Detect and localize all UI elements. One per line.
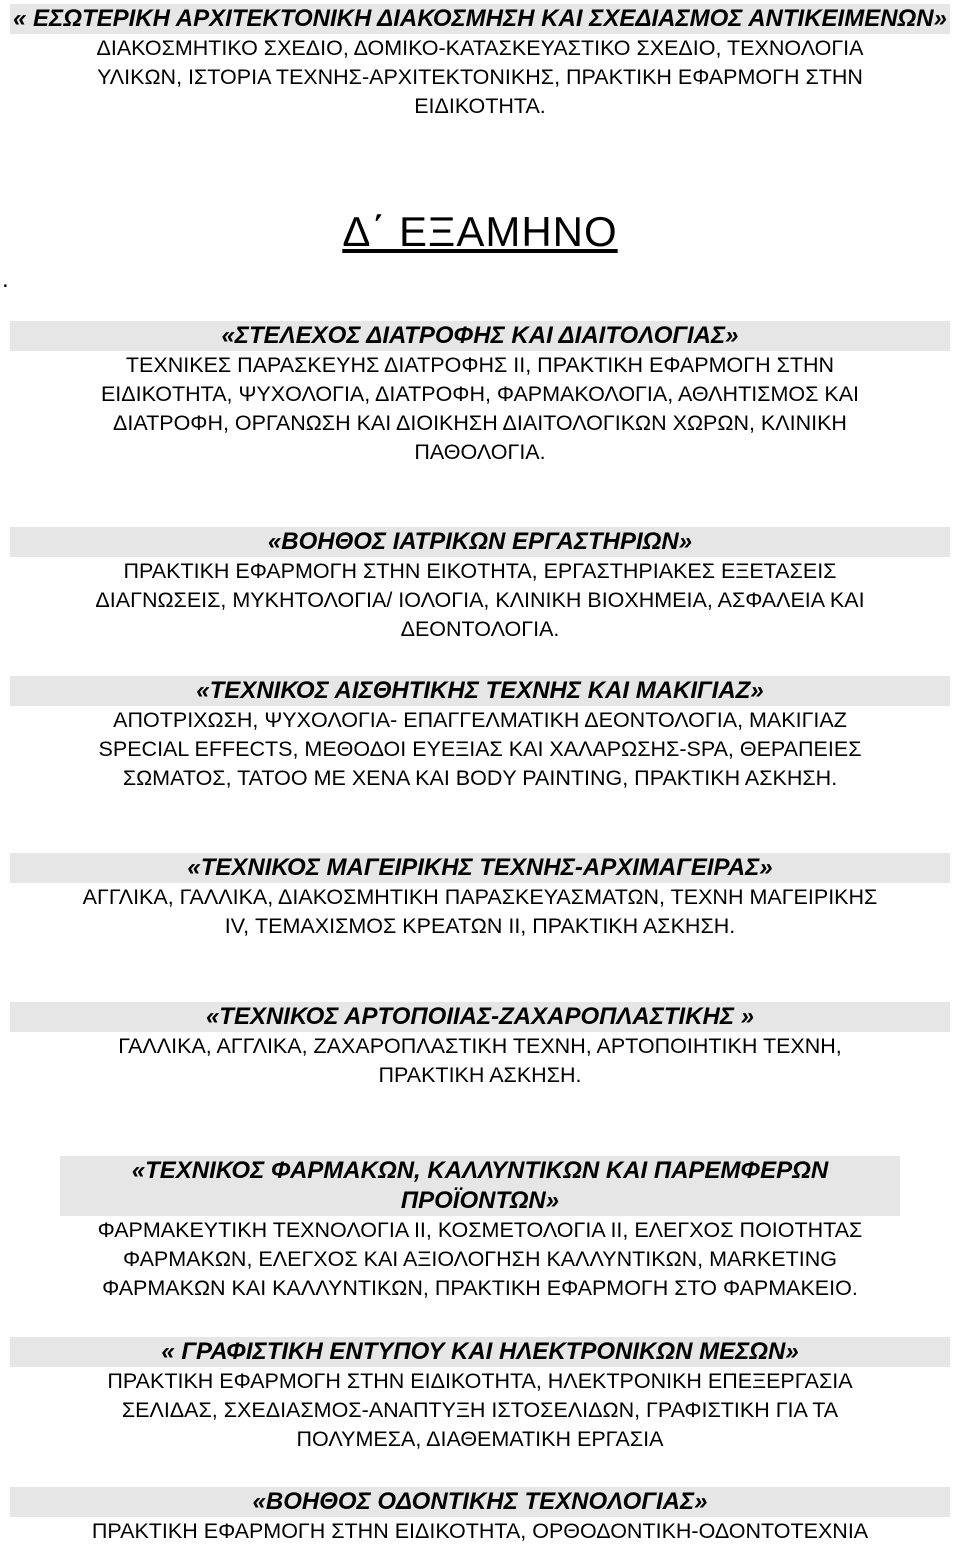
section-line: ΕΙΔΙΚΟΤΗΤΑ. [414, 94, 546, 118]
section-title: «ΤΕΧΝΙΚΟΣ ΑΙΣΘΗΤΙΚΗΣ ΤΕΧΝΗΣ ΚΑΙ ΜΑΚΙΓΙΑΖ» [10, 676, 950, 706]
section-dietitian [0, 321, 960, 467]
section-line: ΦΑΡΜΑΚΩΝ, ΕΛΕΓΧΟΣ ΚΑΙ ΑΞΙΟΛΟΓΗΣΗ ΚΑΛΛΥΝΤΙΚΩΝ, MARKETING [123, 1247, 837, 1271]
semester-heading: Δ΄ ΕΞΑΜΗΝΟ [342, 208, 618, 255]
section-title: « ΓΡΑΦΙΣΤΙΚΗ ΕΝΤΥΠΟΥ ΚΑΙ ΗΛΕΚΤΡΟΝΙΚΩΝ ΜΕΣΩΝ» [10, 1337, 950, 1367]
section-line: ΦΑΡΜΑΚΕΥΤΙΚΗ ΤΕΧΝΟΛΟΓΙΑ ΙΙ, ΚΟΣΜΕΤΟΛΟΓΙΑ ΙΙ, ΕΛΕΓΧΟΣ ΠΟΙΟΤΗΤΑΣ [97, 1218, 863, 1242]
section-line: ΠΑΘΟΛΟΓΙΑ. [414, 440, 546, 464]
section-line: ΑΠΟΤΡΙΧΩΣΗ, ΨΥΧΟΛΟΓΙΑ- ΕΠΑΓΓΕΛΜΑΤΙΚΗ ΔΕΟΝΤΟΛΟΓΙΑ, ΜΑΚΙΓΙΑΖ [113, 708, 847, 732]
section-dental [0, 1487, 960, 1546]
section-bakery [0, 1002, 960, 1090]
section-line: ΣΕΛΙΔΑΣ, ΣΧΕΔΙΑΣΜΟΣ-ΑΝΑΠΤΥΞΗ ΙΣΤΟΣΕΛΙΔΩΝ, ΓΡΑΦΙΣΤΙΚΗ ΓΙΑ ΤΑ [121, 1398, 839, 1422]
section-line: ΠΡΑΚΤΙΚΗ ΕΦΑΡΜΟΓΗ ΣΤΗΝ ΕΙΔΙΚΟΤΗΤΑ, ΗΛΕΚΤΡΟΝΙΚΗ ΕΠΕΞΕΡΓΑΣΙΑ [107, 1369, 853, 1393]
section-line: ΔΙΑΤΡΟΦΗ, ΟΡΓΑΝΩΣΗ ΚΑΙ ΔΙΟΙΚΗΣΗ ΔΙΑΙΤΟΛΟΓΙΚΩΝ ΧΩΡΩΝ, ΚΛΙΝΙΚΗ [113, 411, 847, 435]
section-title: «ΤΕΧΝΙΚΟΣ ΑΡΤΟΠΟΙΙΑΣ-ΖΑΧΑΡΟΠΛΑΣΤΙΚΗΣ » [10, 1002, 950, 1032]
section-line: ΠΡΑΚΤΙΚΗ ΕΦΑΡΜΟΓΗ ΣΤΗΝ ΕΙΔΙΚΟΤΗΤΑ, ΟΡΘΟΔΟΝΤΙΚΗ-ΟΔΟΝΤΟΤΕΧΝΙΑ [91, 1519, 869, 1543]
section-medical-lab [0, 527, 960, 644]
section-line: ΦΑΡΜΑΚΩΝ ΚΑΙ ΚΑΛΛΥΝΤΙΚΩΝ, ΠΡΑΚΤΙΚΗ ΕΦΑΡΜΟΓΗ ΣΤΟ ΦΑΡΜΑΚΕΙΟ. [102, 1276, 858, 1300]
section-interior-design [0, 4, 960, 121]
section-title: «ΤΕΧΝΙΚΟΣ ΦΑΡΜΑΚΩΝ, ΚΑΛΛΥΝΤΙΚΩΝ ΚΑΙ ΠΑΡΕΜΦΕΡΩΝ ΠΡΟΪΟΝΤΩΝ» [60, 1156, 900, 1216]
section-line: ΥΛΙΚΩΝ, ΙΣΤΟΡΙΑ ΤΕΧΝΗΣ-ΑΡΧΙΤΕΚΤΟΝΙΚΗΣ, ΠΡΑΚΤΙΚΗ ΕΦΑΡΜΟΓΗ ΣΤΗΝ [97, 65, 863, 89]
section-line: IV, ΤΕΜΑΧΙΣΜΟΣ ΚΡΕΑΤΩΝ ΙΙ, ΠΡΑΚΤΙΚΗ ΑΣΚΗΣΗ. [224, 914, 736, 938]
section-line: SPECIAL EFFECTS, ΜΕΘΟΔΟΙ ΕΥΕΞΙΑΣ ΚΑΙ ΧΑΛΑΡΩΣΗΣ-SPA, ΘΕΡΑΠΕΙΕΣ [98, 737, 862, 761]
section-line: ΔΙΑΚΟΣΜΗΤΙΚΟ ΣΧΕΔΙΟ, ΔΟΜΙΚΟ-ΚΑΤΑΣΚΕΥΑΣΤΙΚΟ ΣΧΕΔΙΟ, ΤΕΧΝΟΛΟΓΙΑ [96, 36, 864, 60]
section-line: ΤΕΧΝΙΚΕΣ ΠΑΡΑΣΚΕΥΗΣ ΔΙΑΤΡΟΦΗΣ ΙΙ, ΠΡΑΚΤΙΚΗ ΕΦΑΡΜΟΓΗ ΣΤΗΝ [125, 353, 835, 377]
section-line: ΠΟΛΥΜΕΣΑ, ΔΙΑΘΕΜΑΤΙΚΗ ΕΡΓΑΣΙΑ [296, 1427, 664, 1451]
section-title: «ΣΤΕΛΕΧΟΣ ΔΙΑΤΡΟΦΗΣ ΚΑΙ ΔΙΑΙΤΟΛΟΓΙΑΣ» [10, 321, 950, 351]
section-line: ΠΡΑΚΤΙΚΗ ΑΣΚΗΣΗ. [378, 1063, 582, 1087]
section-line: ΑΓΓΛΙΚΑ, ΓΑΛΛΙΚΑ, ΔΙΑΚΟΣΜΗΤΙΚΗ ΠΑΡΑΣΚΕΥΑΣΜΑΤΩΝ, ΤΕΧΝΗ ΜΑΓΕΙΡΙΚΗΣ [82, 885, 878, 909]
section-title: «ΒΟΗΘΟΣ ΟΔΟΝΤΙΚΗΣ ΤΕΧΝΟΛΟΓΙΑΣ» [10, 1487, 950, 1517]
section-line: ΣΩΜΑΤΟΣ, ΤΑΤΟΟ ΜΕ ΧΕΝΑ ΚΑΙ BODY PAINTING, ΠΡΑΚΤΙΚΗ ΑΣΚΗΣΗ. [122, 766, 838, 790]
section-graphics [0, 1337, 960, 1454]
stray-dot: . [2, 266, 9, 293]
section-title: « ΕΣΩΤΕΡΙΚΗ ΑΡΧΙΤΕΚΤΟΝΙΚΗ ΔΙΑΚΟΣΜΗΣΗ ΚΑΙ ΣΧΕΔΙΑΣΜΟΣ ΑΝΤΙΚΕΙΜΕΝΩΝ» [10, 4, 950, 34]
section-line: ΔΕΟΝΤΟΛΟΓΙΑ. [400, 617, 560, 641]
section-title: «ΤΕΧΝΙΚΟΣ ΜΑΓΕΙΡΙΚΗΣ ΤΕΧΝΗΣ-ΑΡΧΙΜΑΓΕΙΡΑΣ» [10, 853, 950, 883]
section-pharmacy [0, 1156, 960, 1303]
section-chef [0, 853, 960, 941]
section-line: ΠΡΑΚΤΙΚΗ ΕΦΑΡΜΟΓΗ ΣΤΗΝ ΕΙΚΟΤΗΤΑ, ΕΡΓΑΣΤΗΡΙΑΚΕΣ ΕΞΕΤΑΣΕΙΣ [123, 559, 837, 583]
section-aesthetics [0, 676, 960, 793]
section-line: ΔΙΑΓΝΩΣΕΙΣ, ΜΥΚΗΤΟΛΟΓΙΑ/ ΙΟΛΟΓΙΑ, ΚΛΙΝΙΚΗ ΒΙΟΧΗΜΕΙΑ, ΑΣΦΑΛΕΙΑ ΚΑΙ [95, 588, 865, 612]
section-line: ΓΑΛΛΙΚΑ, ΑΓΓΛΙΚΑ, ΖΑΧΑΡΟΠΛΑΣΤΙΚΗ ΤΕΧΝΗ, ΑΡΤΟΠΟΙΗΤΙΚΗ ΤΕΧΝΗ, [118, 1034, 842, 1058]
section-title: «ΒΟΗΘΟΣ ΙΑΤΡΙΚΩΝ ΕΡΓΑΣΤΗΡΙΩΝ» [10, 527, 950, 557]
section-line: ΕΙΔΙΚΟΤΗΤΑ, ΨΥΧΟΛΟΓΙΑ, ΔΙΑΤΡΟΦΗ, ΦΑΡΜΑΚΟΛΟΓΙΑ, ΑΘΛΗΤΙΣΜΟΣ ΚΑΙ [100, 382, 860, 406]
